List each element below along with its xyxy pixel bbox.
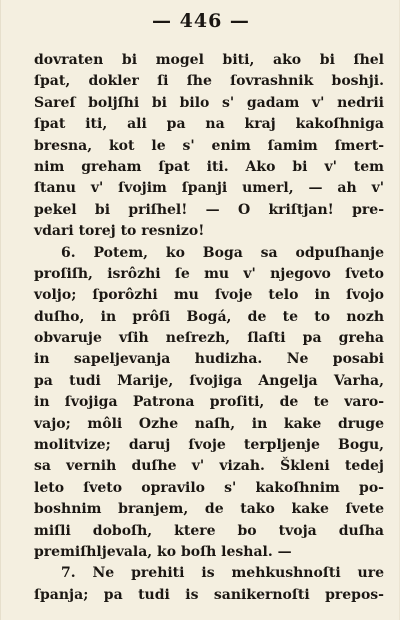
text-line: vdari torej to resnizo!: [34, 223, 205, 240]
body-text: [34, 50, 384, 606]
text-line: duſho, in prôſi Bogá, de te to nozh: [34, 308, 384, 325]
text-line: in sapeljevanja hudizha. Ne posabi: [34, 351, 384, 368]
text-line: Sareſ boljſhi bi bilo s' gadam v' nedrii: [34, 94, 384, 111]
text-line: premiſhljevala, ko boſh leshal. —: [34, 543, 292, 560]
text-line: pekel bi priſhel! — O kriſtjan! pre-: [34, 201, 384, 218]
text-line: ſpat, dokler ſi ſhe ſovrashnik boshji.: [34, 73, 384, 90]
text-line: boshnim branjem, de tako kake ſvete: [34, 501, 384, 518]
text-line: leto ſveto opravilo s' kakoſhnim po-: [34, 479, 384, 496]
text-line: obvaruje vſih neſrezh, ſlaſti pa greha: [34, 330, 384, 347]
text-line: bresna, kot le s' enim ſamim ſmert-: [34, 137, 384, 154]
text-line: ſpanja; pa tudi is sanikernoſti prepos-: [34, 586, 384, 603]
text-line: ſtanu v' ſvojim ſpanji umerl, — ah v': [34, 180, 384, 197]
text-line: ſpat iti, ali pa na kraj kakoſhniga: [34, 116, 384, 133]
page-number: — 446 —: [152, 10, 250, 32]
text-line: molitvize; daruj ſvoje terpljenje Bogu,: [34, 437, 384, 454]
text-line: sa vernih duſhe v' vizah. Škleni tedej: [34, 458, 384, 475]
text-line: voljo; ſporôzhi mu ſvoje telo in ſvojo: [34, 287, 384, 304]
text-line: in ſvojiga Patrona proſiti, de te varo-: [34, 394, 384, 411]
text-line: dovraten bi mogel biti, ako bi ſhel: [34, 52, 384, 68]
text-line: miſli doboſh, ktere bo tvoja duſha: [34, 522, 384, 539]
text-line: pa tudi Marije, ſvojiga Angelja Varha,: [34, 372, 384, 389]
text-line: nim greham ſpat iti. Ako bi v' tem: [34, 158, 384, 175]
paragraph-7-start: 7. Ne prehiti is mehkushnoſti ure: [61, 565, 384, 582]
text-line: vajo; môli Ozhe naſh, in kake druge: [34, 415, 384, 432]
paragraph-6-start: 6. Potem, ko Boga sa odpuſhanje: [61, 244, 384, 261]
text-line: proſiſh, isrôzhi ſe mu v' njegovo ſveto: [34, 265, 384, 282]
